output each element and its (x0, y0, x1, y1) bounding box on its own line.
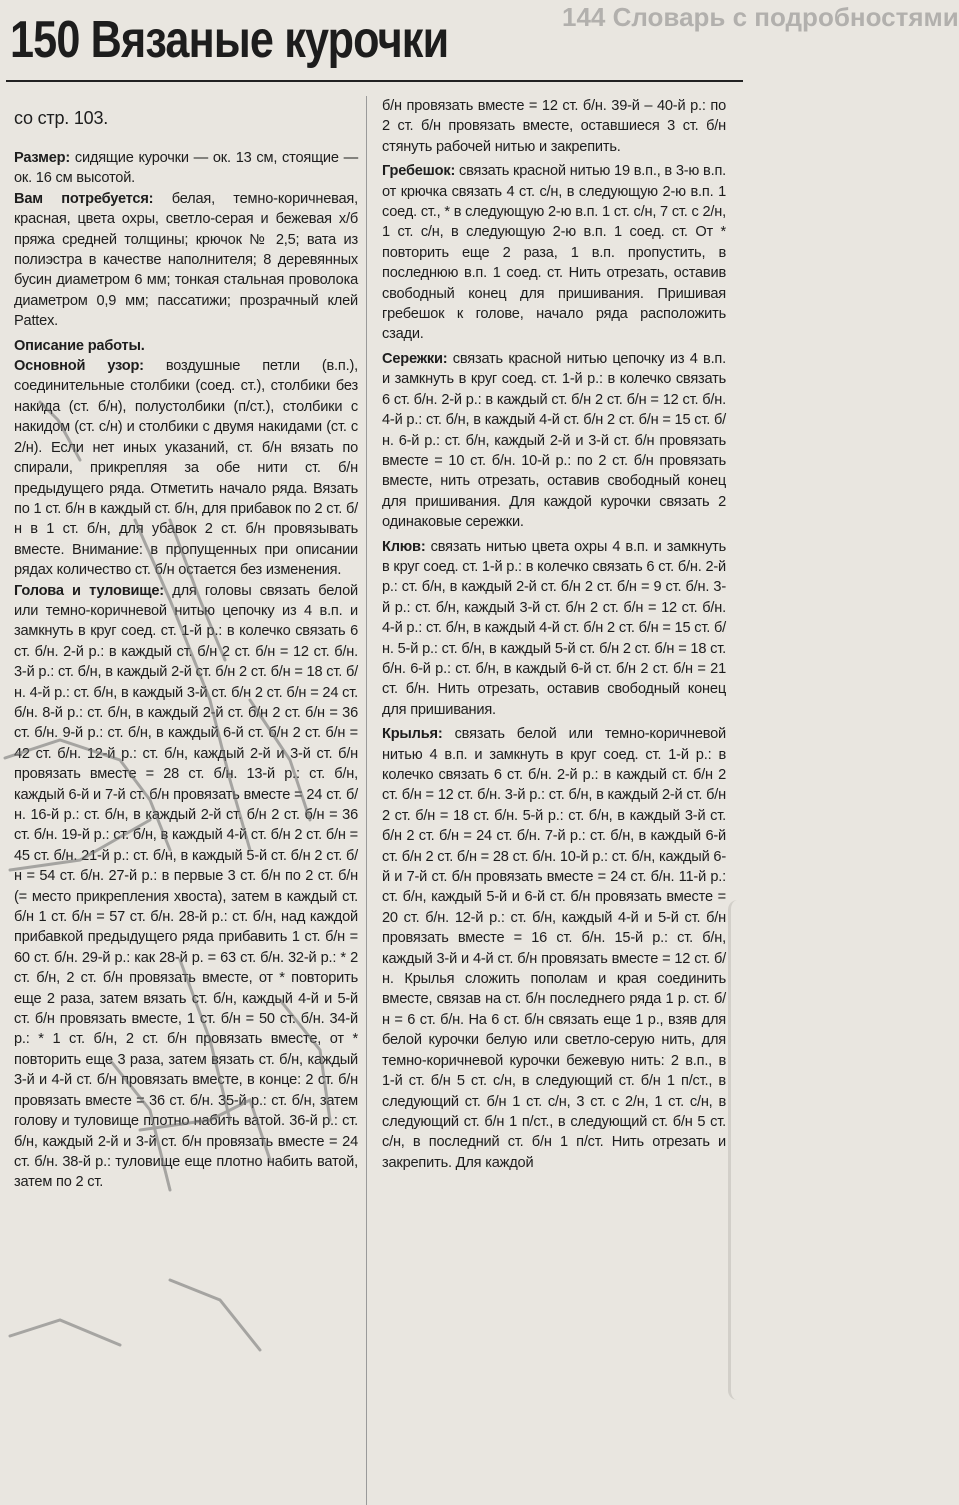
comb-paragraph (382, 161, 726, 345)
pattern-text: воздушные петли (в.п.), соединительные столбики (соед. ст.), столбики без накида (ст. б/н), полустолбики (п/ст.), столбики с накидом (ст. с/н) и столбики с двумя накидами (ст. с 2/н). Если нет иных указаний, ст. б/н вязать по спирали, прикрепляя за обе нити ст. б/н предыдущего ряда. Отметить начало ряда. Вязать по 1 ст. б/н в каждый ст. б/н, для прибавок по 2 ст. б/н в 1 ст. б/н, для убавок 2 ст. б/н провязывать вместе. Внимание: в пропущенных при описании рядах количество ст. б/н остается без изменения. (14, 358, 358, 579)
materials-text: белая, темно-коричневая, красная, цвета охры, светло-серая и бежевая х/б пряжа средней толщины; крючок № 2,5; вата из полиэстра в качестве наполнителя; 8 деревянных бусин диаметром 6 мм; тонкая стальная проволока диаметром 0,9 мм; пассатижи; прозрачный клей Pattex. (14, 190, 358, 330)
materials-label: Вам потребуется: (14, 190, 154, 207)
earrings-text: связать красной нитью цепочку из 4 в.п. и замкнуть в круг соед. ст. 1-й р.: в колечко связать 6 ст. б/н. 2-й р.: в каждый ст. б/н 2 ст. б/н = 12 ст. б/н. 4-й р.: ст. б/н, в каждый 4-й ст. б/н 2 ст. б/н = 15 ст. б/н. 6-й р.: ст. б/н, каждый 2-й и 3-й ст. б/н провязать вместе = 10 ст. б/н. 10-й р.: по 2 ст. б/н провязать вместе, нить отрезать, оставив свободный конец для пришивания. Для каждой курочки связать 2 одинаковые сережки. (382, 350, 726, 531)
description-label: Описание работы. (14, 337, 145, 354)
wings-text: связать белой или темно-коричневой нитью 4 в.п. и замкнуть в круг соед. ст. 1-й р.: в колечко связать 6 ст. б/н. 2-й р.: в каждый ст. б/н 2 ст. б/н = 12 ст. б/н. 3-й р.: ст. б/н, в каждый 2-й ст. б/н 2 ст. б/н = 18 ст. б/н. 5-й р.: ст. б/н, в каждый 3-й ст. б/н 2 ст. б/н = 24 ст. б/н. 7-й р.: ст. б/н, в каждый 6-й ст. б/н 2 ст. б/н = 28 ст. б/н. 10-й р.: ст. б/н, каждый 6-й и 7-й ст. б/н провязать вместе = 24 ст. б/н. 11-й р.: ст. б/н, каждый 5-й и 6-й ст. б/н провязать вместе = 20 ст. б/н. 12-й р.: ст. б/н, каждый 4-й и 5-й ст. б/н провязать вместе = 16 ст. б/н. 15-й р.: ст. б/н, каждый 3-й и 4-й ст. б/н провязать вместе = 12 ст. б/н. Крылья сложить пополам и края соединить вместе, связав на ст. б/н последнего ряда 1 р. ст. б/н = 6 ст. б/н. На 6 ст. б/н связать еще 1 р., взяв для белой курочки белую или светло-серую нить, для темно-коричневой курочки бежевую нить: 2 в.п., в 1-й ст. б/н 5 ст. с/н, в следующий ст. б/н 1 п/ст., в следующий ст. б/н 1 ст. с/н, 3 ст. с 2/н, 1 ст. с/н, в следующий ст. б/н 1 п/ст., в следующий ст. б/н 5 ст. с/н, в последний ст. б/н 1 п/ст. Нить отрезать и закрепить. Для каждой (382, 726, 726, 1171)
column-divider (366, 96, 367, 1505)
comb-label: Гребешок: (382, 163, 456, 180)
page-title: 150 Вязаные курочки (10, 11, 449, 69)
materials-paragraph (14, 189, 358, 332)
wings-paragraph (382, 724, 726, 1173)
page-header (6, 2, 959, 82)
description-heading (14, 336, 358, 356)
faint-bleed-shape (728, 900, 747, 1400)
beak-label: Клюв: (382, 538, 426, 555)
pattern-label: Основной узор: (14, 358, 144, 375)
body-label: Голова и туловище: (14, 582, 164, 599)
left-column (14, 96, 358, 1193)
pattern-paragraph (14, 356, 358, 580)
beak-paragraph (382, 537, 726, 721)
comb-text: связать красной нитью 19 в.п., в 3-ю в.п. от крючка связать 4 ст. с/н, в следующую 2-ю в.п. 1 соед. ст., * в следующую 2-ю в.п. 1 ст. с/н, 7 ст. с 2/н, 1 ст. с/н, в следующую 2-ю в.п. 1 соед. ст. От * повторить еще 2 раза, 1 в.п. пропустить, в последнюю в.п. 1 соед. ст. Нить отрезать, оставив свободный конец для пришивания. Пришивая гребешок к голове, начало ряда расположить сзади. (382, 163, 726, 343)
body-text: для головы связать белой или темно-коричневой нитью цепочку из 4 в.п. и замкнуть в круг соед. ст. 1-й р.: в колечко связать 6 ст. б/н. 2-й р.: в каждый ст. б/н 2 ст. б/н = 12 ст. б/н. 3-й р.: ст. б/н, в каждый 2-й ст. б/н 2 ст. б/н = 18 ст. б/н. 4-й р.: ст. б/н, в каждый 3-й ст. б/н 2 ст. б/н = 24 ст. б/н. 8-й р.: ст. б/н, в каждый 2-й ст. б/н 2 ст. б/н = 36 ст. б/н. 9-й р.: ст. б/н, в каждый 6-й ст. б/н 2 ст. б/н = 42 ст. б/н. 12-й р.: ст. б/н, каждый 2-й и 3-й ст. б/н провязать вместе = 28 ст. б/н. 13-й р.: ст. б/н, каждый 6-й и 7-й ст. б/н провязать вместе = 24 ст. б/н. 16-й р.: ст. б/н, в каждый 2-й ст. б/н 2 ст. б/н = 36 ст. б/н. 19-й р.: ст. б/н, в каждый 4-й ст. б/н 2 ст. б/н = 45 ст. б/н. 21-й р.: ст. б/н, в каждый 5-й ст. б/н 2 ст. б/н = 54 ст. б/н. 27-й р.: в первые 3 ст. б/н по 2 ст. б/н (= место прикрепления хвоста), затем в каждый ст. б/н 1 ст. б/н = 57 ст. б/н. 28-й р.: ст. б/н, над каждой прибавкой предыдущего ряда прибавить 1 ст. б/н = 60 ст. б/н. 29-й р.: как 28-й р. = 63 ст. б/н. 32-й р.: * 2 ст. б/н, 2 ст. б/н провязать вместе, от * повторить еще 2 раза, затем вязать ст. б/н, каждый 4-й и 5-й ст. б/н провязать вместе, 1 ст. б/н = 50 ст. б/н. 34-й р.: * 1 ст. б/н, 2 ст. б/н провязать вместе, от * повторить еще 3 раза, затем вязать ст. б/н, каждый 3-й и 4-й ст. б/н провязать вместе, в конце: 2 ст. б/н провязать вместе = 36 ст. б/н. 35-й р.: ст. б/н, затем голову и туловище плотно набить ватой. 36-й р.: ст. б/н, каждый 2-й и 3-й ст. б/н провязать вместе = 24 ст. б/н. 38-й р.: туловище еще плотно набить ватой, затем по 2 ст. (14, 582, 358, 1191)
size-label: Размер: (14, 150, 71, 166)
earrings-label: Сережки: (382, 350, 448, 367)
bleed-through-text: 144 Словарь с подробностями (562, 2, 959, 32)
size-paragraph (14, 148, 358, 189)
continuation-paragraph: б/н провязать вместе = 12 ст. б/н. 39-й – 40-й р.: по 2 ст. б/н провязать вместе, оставшиеся 3 ст. б/н стянуть рабочей нитью и закрепить. (382, 98, 726, 155)
wings-label: Крылья: (382, 726, 443, 743)
earrings-paragraph (382, 349, 726, 533)
size-text: сидящие курочки — ок. 13 см, стоящие — ок. 16 см высотой. (14, 150, 358, 187)
page-reference: со стр. 103. (14, 108, 109, 128)
beak-text: связать нитью цвета охры 4 в.п. и замкнуть в круг соед. ст. 1-й р.: в колечко связать 6 ст. б/н. 2-й р.: ст. б/н, в каждый 2-й ст. б/н 2 ст. б/н = 9 ст. б/н. 3-й р.: ст. б/н, каждый 3-й ст. б/н 2 ст. б/н = 12 ст. б/н. 4-й р.: ст. б/н, в каждый 4-й ст. б/н 2 ст. б/н = 15 ст. б/н. 5-й р.: ст. б/н, в каждый 5-й ст. б/н 2 ст. б/н = 18 ст. б/н. 6-й р.: ст. б/н, в каждый 6-й ст. б/н 2 ст. б/н = 21 ст. б/н. Нить отрезать, оставив свободный конец для пришивания. (382, 538, 726, 718)
right-column (382, 96, 726, 1173)
body-paragraph (14, 581, 358, 1193)
